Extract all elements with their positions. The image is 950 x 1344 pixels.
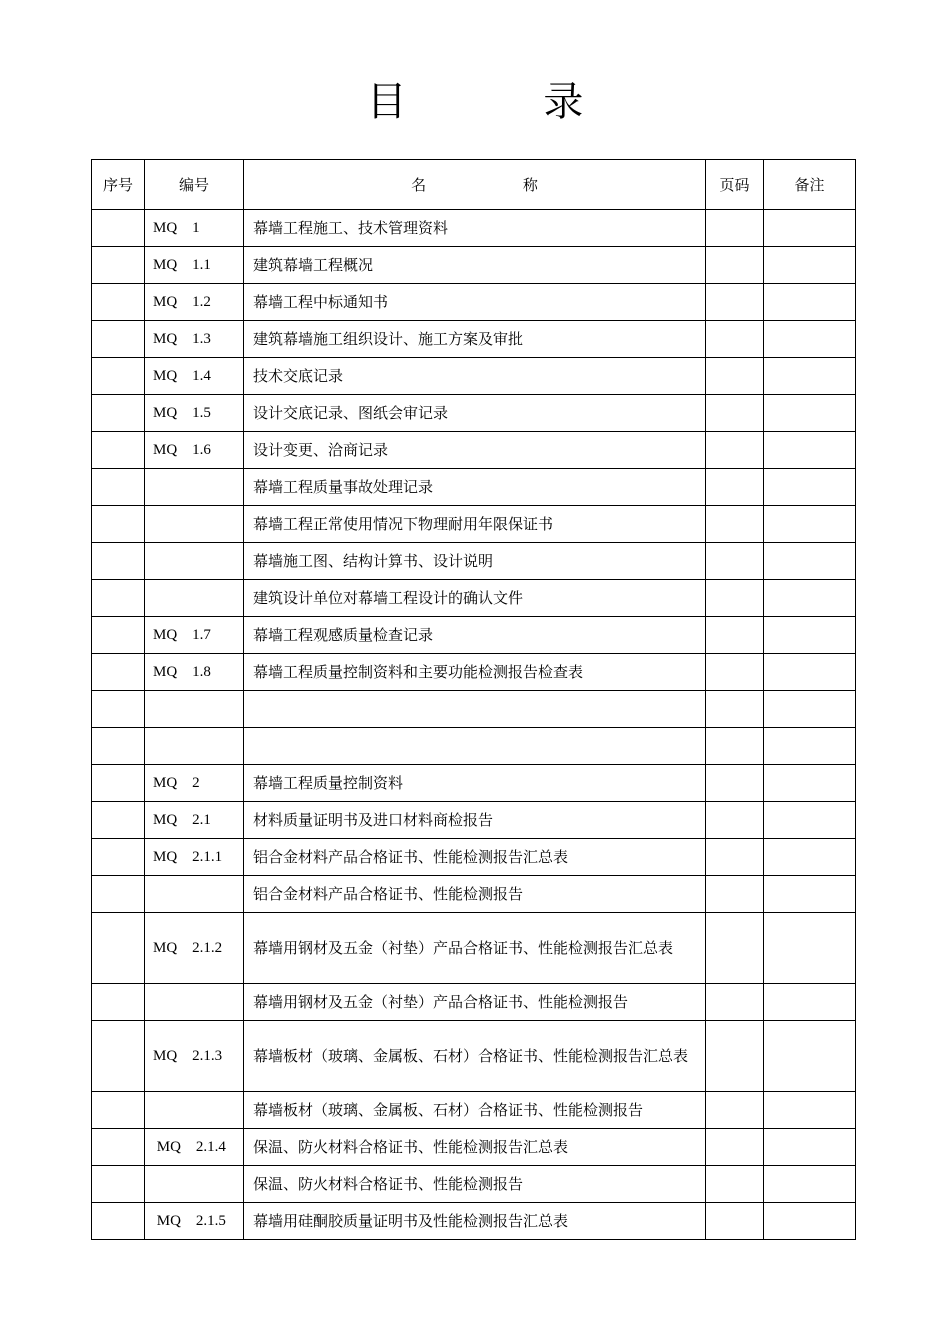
cell-seq (92, 765, 145, 802)
cell-remark (764, 506, 856, 543)
cell-name: 幕墙工程质量控制资料和主要功能检测报告检查表 (244, 654, 706, 691)
cell-name: 保温、防火材料合格证书、性能检测报告汇总表 (244, 1129, 706, 1166)
cell-remark (764, 1166, 856, 1203)
table-row (92, 210, 856, 247)
cell-remark (764, 839, 856, 876)
column-header-seq: 序号 (92, 160, 145, 210)
cell-code: MQ 2 (145, 765, 244, 802)
cell-page (706, 728, 764, 765)
table-row (92, 691, 856, 728)
cell-remark (764, 1092, 856, 1129)
cell-name: 幕墙板材（玻璃、金属板、石材）合格证书、性能检测报告汇总表 (244, 1021, 706, 1092)
table-row (92, 284, 856, 321)
table-row (92, 395, 856, 432)
cell-code (145, 876, 244, 913)
column-header-code: 编号 (145, 160, 244, 210)
cell-code: MQ 1.2 (145, 284, 244, 321)
cell-name: 铝合金材料产品合格证书、性能检测报告汇总表 (244, 839, 706, 876)
cell-remark (764, 1021, 856, 1092)
cell-seq (92, 506, 145, 543)
cell-page (706, 284, 764, 321)
cell-code: MQ 1.7 (145, 617, 244, 654)
cell-name: 幕墙工程施工、技术管理资料 (244, 210, 706, 247)
cell-remark (764, 432, 856, 469)
cell-seq (92, 395, 145, 432)
cell-page (706, 580, 764, 617)
table-row (92, 1092, 856, 1129)
cell-page (706, 691, 764, 728)
cell-seq (92, 210, 145, 247)
cell-seq (92, 617, 145, 654)
cell-page (706, 1203, 764, 1240)
cell-remark (764, 358, 856, 395)
cell-seq (92, 247, 145, 284)
cell-name: 设计变更、洽商记录 (244, 432, 706, 469)
table-row (92, 580, 856, 617)
cell-seq (92, 691, 145, 728)
cell-code: MQ 1.4 (145, 358, 244, 395)
cell-page (706, 984, 764, 1021)
table-row (92, 247, 856, 284)
cell-name: 幕墙工程中标通知书 (244, 284, 706, 321)
cell-seq (92, 321, 145, 358)
cell-seq (92, 984, 145, 1021)
cell-page (706, 1021, 764, 1092)
cell-page (706, 358, 764, 395)
cell-page (706, 469, 764, 506)
cell-seq (92, 1166, 145, 1203)
cell-page (706, 1092, 764, 1129)
cell-code: MQ 1.1 (145, 247, 244, 284)
cell-code (145, 1166, 244, 1203)
cell-name: 幕墙用钢材及五金（衬垫）产品合格证书、性能检测报告 (244, 984, 706, 1021)
cell-name: 铝合金材料产品合格证书、性能检测报告 (244, 876, 706, 913)
cell-code: MQ 2.1.2 (145, 913, 244, 984)
table-row (92, 543, 856, 580)
cell-page (706, 210, 764, 247)
table-row (92, 469, 856, 506)
cell-code (145, 984, 244, 1021)
cell-page (706, 913, 764, 984)
cell-seq (92, 1021, 145, 1092)
cell-seq (92, 876, 145, 913)
cell-remark (764, 321, 856, 358)
cell-seq (92, 654, 145, 691)
cell-page (706, 765, 764, 802)
cell-name: 幕墙施工图、结构计算书、设计说明 (244, 543, 706, 580)
cell-name: 幕墙用钢材及五金（衬垫）产品合格证书、性能检测报告汇总表 (244, 913, 706, 984)
cell-name: 建筑幕墙施工组织设计、施工方案及审批 (244, 321, 706, 358)
column-header-name-text: 名 称 (411, 176, 584, 194)
cell-seq (92, 432, 145, 469)
cell-remark (764, 728, 856, 765)
cell-remark (764, 543, 856, 580)
table-row (92, 617, 856, 654)
cell-name: 建筑设计单位对幕墙工程设计的确认文件 (244, 580, 706, 617)
table-row (92, 321, 856, 358)
cell-page (706, 321, 764, 358)
table-row (92, 765, 856, 802)
table-row (92, 1203, 856, 1240)
cell-name (244, 728, 706, 765)
cell-remark (764, 1203, 856, 1240)
cell-code (145, 506, 244, 543)
table-row (92, 1129, 856, 1166)
table-row (92, 839, 856, 876)
cell-name: 建筑幕墙工程概况 (244, 247, 706, 284)
table-row (92, 506, 856, 543)
table-row (92, 876, 856, 913)
cell-page (706, 617, 764, 654)
toc-table (91, 159, 856, 1240)
column-header-page: 页码 (706, 160, 764, 210)
cell-page (706, 1129, 764, 1166)
cell-code: MQ 2.1 (145, 802, 244, 839)
cell-seq (92, 728, 145, 765)
cell-name: 保温、防火材料合格证书、性能检测报告 (244, 1166, 706, 1203)
column-header-remark: 备注 (764, 160, 856, 210)
cell-seq (92, 1092, 145, 1129)
cell-code: MQ 2.1.5 (145, 1203, 244, 1240)
cell-seq (92, 1129, 145, 1166)
cell-seq (92, 284, 145, 321)
table-row (92, 432, 856, 469)
table-row (92, 1021, 856, 1092)
table-row (92, 984, 856, 1021)
table-row (92, 802, 856, 839)
cell-name: 幕墙工程观感质量检查记录 (244, 617, 706, 654)
cell-remark (764, 469, 856, 506)
cell-page (706, 432, 764, 469)
table-row (92, 913, 856, 984)
cell-code: MQ 1 (145, 210, 244, 247)
cell-remark (764, 654, 856, 691)
cell-code: MQ 2.1.4 (145, 1129, 244, 1166)
cell-seq (92, 358, 145, 395)
cell-name: 幕墙工程正常使用情况下物理耐用年限保证书 (244, 506, 706, 543)
cell-code (145, 691, 244, 728)
cell-code: MQ 2.1.3 (145, 1021, 244, 1092)
cell-seq (92, 839, 145, 876)
cell-remark (764, 984, 856, 1021)
cell-code (145, 543, 244, 580)
cell-seq (92, 802, 145, 839)
cell-remark (764, 691, 856, 728)
cell-remark (764, 1129, 856, 1166)
column-header-name (244, 160, 706, 210)
cell-page (706, 1166, 764, 1203)
table-row (92, 358, 856, 395)
cell-code: MQ 1.3 (145, 321, 244, 358)
table-row (92, 728, 856, 765)
cell-remark (764, 913, 856, 984)
cell-remark (764, 247, 856, 284)
cell-code (145, 1092, 244, 1129)
cell-code: MQ 1.8 (145, 654, 244, 691)
cell-name (244, 691, 706, 728)
table-header-row (92, 160, 856, 210)
cell-page (706, 654, 764, 691)
cell-name: 技术交底记录 (244, 358, 706, 395)
cell-remark (764, 802, 856, 839)
cell-remark (764, 210, 856, 247)
cell-seq (92, 469, 145, 506)
cell-seq (92, 1203, 145, 1240)
cell-code: MQ 1.5 (145, 395, 244, 432)
cell-name: 幕墙用硅酮胶质量证明书及性能检测报告汇总表 (244, 1203, 706, 1240)
cell-name: 幕墙板材（玻璃、金属板、石材）合格证书、性能检测报告 (244, 1092, 706, 1129)
table-row (92, 1166, 856, 1203)
cell-page (706, 839, 764, 876)
cell-name: 设计交底记录、图纸会审记录 (244, 395, 706, 432)
cell-seq (92, 913, 145, 984)
cell-remark (764, 284, 856, 321)
cell-remark (764, 876, 856, 913)
cell-page (706, 876, 764, 913)
cell-page (706, 395, 764, 432)
cell-seq (92, 543, 145, 580)
cell-name: 材料质量证明书及进口材料商检报告 (244, 802, 706, 839)
cell-seq (92, 580, 145, 617)
cell-name: 幕墙工程质量控制资料 (244, 765, 706, 802)
cell-remark (764, 765, 856, 802)
cell-code (145, 469, 244, 506)
cell-page (706, 543, 764, 580)
cell-code: MQ 2.1.1 (145, 839, 244, 876)
cell-page (706, 506, 764, 543)
cell-remark (764, 617, 856, 654)
cell-remark (764, 395, 856, 432)
cell-code: MQ 1.6 (145, 432, 244, 469)
cell-remark (764, 580, 856, 617)
table-row (92, 654, 856, 691)
cell-code (145, 580, 244, 617)
cell-name: 幕墙工程质量事故处理记录 (244, 469, 706, 506)
cell-page (706, 247, 764, 284)
page-title: 目 录 (366, 79, 646, 125)
cell-page (706, 802, 764, 839)
toc-body (92, 210, 856, 1240)
cell-code (145, 728, 244, 765)
